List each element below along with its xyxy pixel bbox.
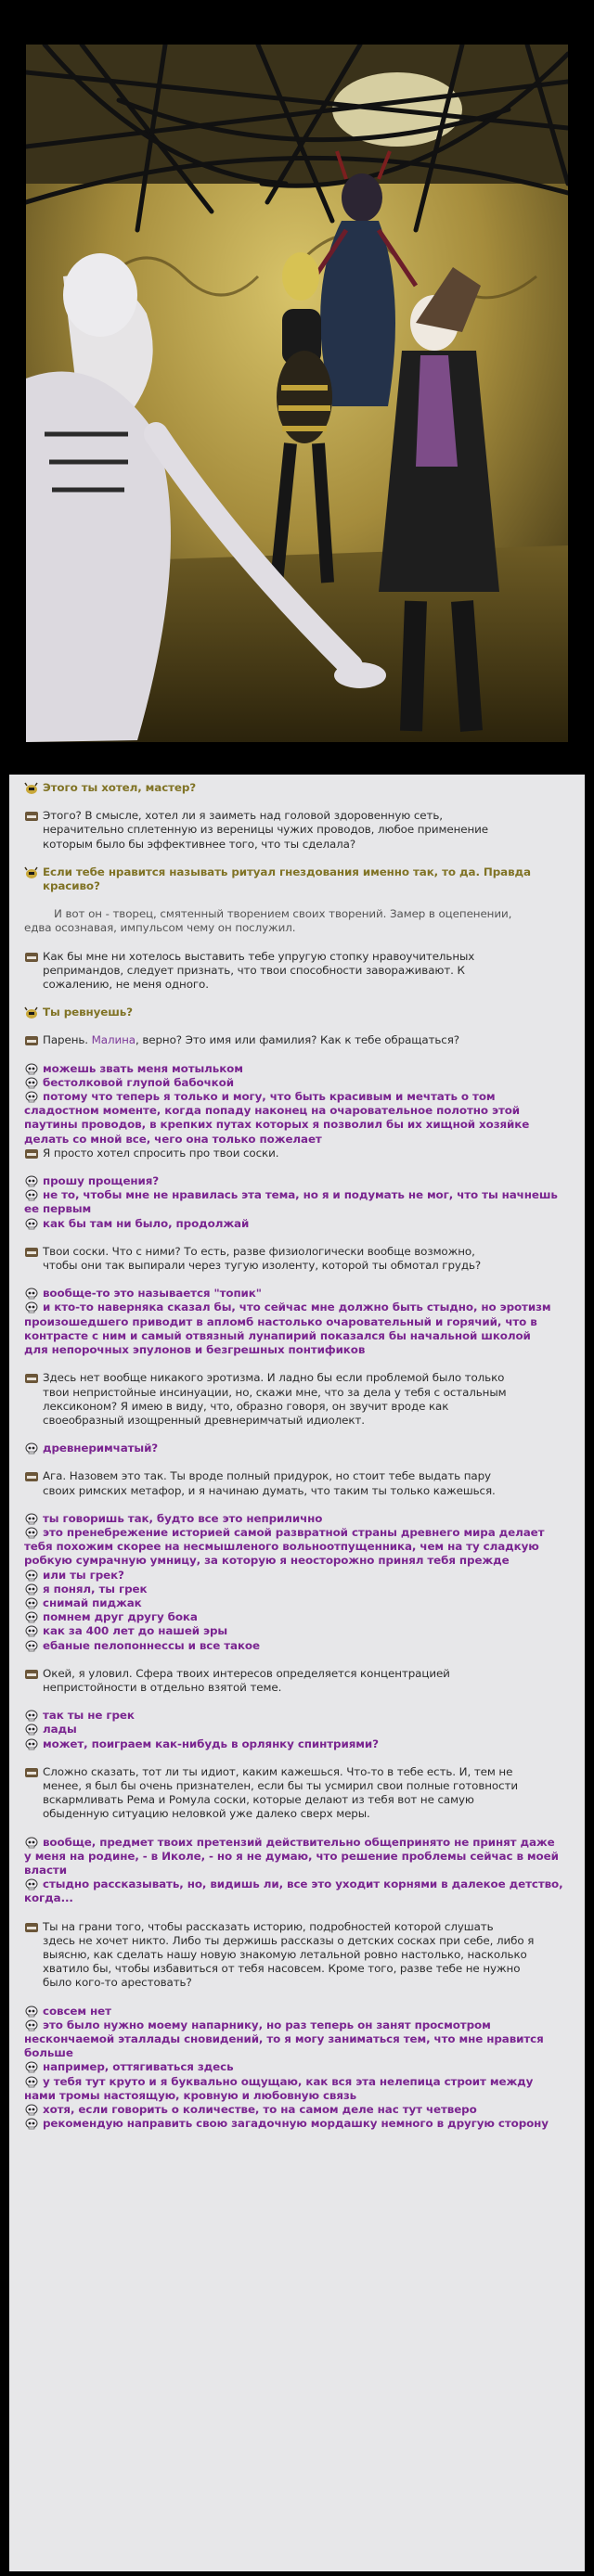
- log-line: репримандов, следует признать, что твои способности завораживают. К: [43, 963, 465, 977]
- boy-head-icon: [24, 810, 39, 822]
- boy-head-icon: [24, 1668, 39, 1680]
- log-line: это было нужно моему напарнику, но раз теперь он занят просмотром: [24, 2019, 572, 2032]
- log-line: вообще, предмет твоих претензий действительно общепринято не принят даже: [24, 1836, 572, 1850]
- boy-head-icon: [24, 1470, 39, 1482]
- log-line: для непорочных эпулонов и безгрешных понтификов: [24, 1343, 366, 1357]
- log-line: произошедшего приводит в апломб настолько очаровательный и горячий, что в: [24, 1314, 537, 1328]
- log-entry: [24, 1667, 572, 1695]
- skull-icon: [24, 1513, 39, 1525]
- log-entry: [24, 1442, 572, 1455]
- skull-icon: [24, 1175, 39, 1187]
- boy-head-icon: [24, 1372, 39, 1384]
- log-line: было кого-то арестовать?: [43, 1976, 192, 1990]
- log-line: которым было бы эффективнее того, что ты сделала?: [43, 837, 356, 851]
- skull-icon: [24, 1597, 39, 1609]
- log-line: своих римских метафор, и я начинаю думать, что таким ты только кажешься.: [43, 1483, 496, 1497]
- boy-head-icon: [24, 1766, 39, 1778]
- log-line: сожалению, не меня одного.: [43, 978, 209, 992]
- log-entry: [24, 781, 572, 795]
- skull-icon: [24, 1738, 39, 1750]
- log-line: у тебя тут круто и я буквально ощущаю, как вся эта нелепица строит между: [24, 2075, 572, 2089]
- skull-icon: [24, 1442, 39, 1455]
- log-line: совсем нет: [24, 2005, 572, 2019]
- ant-head-icon: [24, 782, 39, 794]
- log-line: менее, я был бы очень признателен, если бы ты усмирил свои полные готовности: [43, 1778, 518, 1792]
- log-entry: [24, 1033, 572, 1047]
- boy-head-icon: [24, 1246, 39, 1258]
- log-line: Этого? В смысле, хотел ли я заиметь над головой здоровенную сеть,: [24, 809, 572, 823]
- ant-head-icon: [24, 1006, 39, 1019]
- log-entry: [24, 1245, 572, 1273]
- log-line: как бы там ни было, продолжай: [24, 1217, 572, 1231]
- boy-head-icon: [24, 1034, 39, 1046]
- ant-head-icon: [24, 866, 39, 878]
- log-line: тебя похожим скорее на несмышленого вольноотпущенника, чем на ту сладкую: [24, 1540, 539, 1554]
- skull-icon: [24, 2061, 39, 2073]
- skull-icon: [24, 1878, 39, 1890]
- log-entry: [24, 1765, 572, 1822]
- log-line: Как бы мне ни хотелось выставить тебе упругую стопку нравоучительных: [24, 950, 572, 964]
- narration-line: И вот он - творец, смятенный творением своих творений. Замер в оцепенении,: [54, 907, 512, 921]
- skull-icon: [24, 1301, 39, 1314]
- log-line: у меня на родине, - в Иколе, - но я не думаю, что решение проблемы сейчас в моей: [24, 1849, 559, 1863]
- skull-icon: [24, 1640, 39, 1652]
- log-line: Сложно сказать, тот ли ты идиот, каким кажешься. Что-то в тебе есть. И, тем не: [24, 1765, 572, 1779]
- log-line: Парень. Малина, верно? Это имя или фамилия? Как к тебе обращаться?: [24, 1033, 572, 1047]
- log-line: я понял, ты грек: [24, 1583, 572, 1596]
- name-highlight: Малина: [91, 1033, 136, 1047]
- log-line: ебаные пелопоннессы и все такое: [24, 1639, 572, 1653]
- log-line: стыдно рассказывать, но, видишь ли, все это уходит корнями в далекое детство,: [24, 1878, 572, 1891]
- log-line: сладостном моменте, когда попаду наконец на очаровательное полотно этой: [24, 1104, 521, 1118]
- boy-head-icon: [24, 1147, 39, 1160]
- log-line: вскармливать Рема и Ромула соски, которые делают из тебя вот не самую: [43, 1793, 474, 1807]
- log-line: контрасте с ним и самый отвязный лунапирий показался бы начальной школой: [24, 1328, 531, 1342]
- log-line: и кто-то наверняка сказал бы, что сейчас мне должно быть стыдно, но эротизм: [24, 1301, 572, 1314]
- log-entry: [24, 1709, 572, 1751]
- narration-line: едва осознавая, импульсом чему он послужил.: [24, 921, 296, 935]
- log-line: снимай пиджак: [24, 1596, 572, 1610]
- log-line: помнем друг другу бока: [24, 1610, 572, 1624]
- skull-icon: [24, 2006, 39, 2018]
- log-line: Если тебе нравится называть ритуал гнездования именно так, то да. Правда: [24, 865, 572, 879]
- log-entry: [24, 1469, 572, 1497]
- log-line: хватило бы, чтобы избавиться от тебя насовсем. Кроме того, разве тебе не нужно: [43, 1962, 521, 1976]
- log-line: когда...: [24, 1891, 73, 1905]
- skull-icon: [24, 1091, 39, 1103]
- log-line: больше: [24, 2046, 73, 2060]
- log-line: например, оттягиваться здесь: [24, 2060, 572, 2074]
- skull-icon: [24, 1611, 39, 1623]
- log-line: вообще-то это называется "топик": [24, 1287, 572, 1301]
- log-line: чтобы они так выпирали через тугую изоленту, которой ты обмотал грудь?: [43, 1259, 482, 1273]
- boy-head-icon: [24, 1921, 39, 1933]
- log-line: нескончаемой эталлады сновидений, то я могу заниматься тем, что мне нравится: [24, 2032, 544, 2046]
- log-line: Твои соски. Что с ними? То есть, разве физиологически вообще возможно,: [24, 1245, 572, 1259]
- log-line: обыденную ситуацию неловкой уже далеко сверх меры.: [43, 1807, 370, 1821]
- log-line: делать со мной все, чего она только пожелает: [24, 1132, 322, 1146]
- log-entry: [24, 1174, 572, 1231]
- skull-icon: [24, 1710, 39, 1722]
- skull-icon: [24, 1583, 39, 1596]
- skull-icon: [24, 2076, 39, 2088]
- log-entry: [24, 2005, 572, 2132]
- log-entry: [24, 865, 572, 893]
- skull-icon: [24, 1625, 39, 1637]
- log-line: твои непристойные инсинуации, но, скажи мне, что за дела у тебя с остальным: [43, 1385, 507, 1399]
- log-line: нерачительно сплетенную из вереницы чужих проводов, любое применение: [43, 823, 488, 837]
- log-line: или ты грек?: [24, 1569, 572, 1583]
- log-line: как за 400 лет до нашей эры: [24, 1624, 572, 1638]
- log-line: хотя, если говорить о количестве, то на самом деле нас тут четверо: [24, 2103, 572, 2117]
- skull-icon: [24, 2019, 39, 2031]
- skull-icon: [24, 2118, 39, 2130]
- skull-icon: [24, 1218, 39, 1230]
- log-line: своеобразный изощренный древнеримчатый идиолект.: [43, 1413, 365, 1427]
- comic-panel: [0, 0, 594, 770]
- skull-icon: [24, 1527, 39, 1539]
- log-entry: [24, 1006, 572, 1019]
- log-line: Ты на грани того, чтобы рассказать историю, подробностей которой слушать: [24, 1920, 572, 1934]
- skull-icon: [24, 1063, 39, 1075]
- log-line: может, поиграем как-нибудь в орлянку спинтриями?: [24, 1737, 572, 1751]
- log-line: бестолковой глупой бабочкой: [24, 1076, 572, 1090]
- skull-icon: [24, 1077, 39, 1089]
- skull-icon: [24, 1189, 39, 1201]
- log-entry: [24, 1062, 572, 1160]
- log-line: ее первым: [24, 1202, 92, 1216]
- log-entry: [24, 1920, 572, 1991]
- log-line: не то, чтобы мне не нравилась эта тема, но я и подумать не мог, что ты начнешь: [24, 1188, 572, 1202]
- boy-head-icon: [24, 951, 39, 963]
- log-line: выясню, как сделать нашу новую знакомую летальной ровно настолько, насколько: [43, 1948, 527, 1961]
- log-line: Ага. Назовем это так. Ты вроде полный придурок, но стоит тебе выдать пару: [24, 1469, 572, 1483]
- log-line: Я просто хотел спросить про твои соски.: [24, 1147, 572, 1160]
- log-line: власти: [24, 1863, 67, 1877]
- comic-illustration: [26, 45, 568, 742]
- log-line: непристойности в отдельно взятой теме.: [43, 1680, 282, 1694]
- skull-icon: [24, 1288, 39, 1300]
- log-entry: [24, 950, 572, 993]
- log-entry: [24, 1512, 572, 1653]
- log-line: Здесь нет вообще никакого эротизма. И ладно бы если проблемой было только: [24, 1371, 572, 1385]
- skull-icon: [24, 1837, 39, 1849]
- chat-log: [9, 775, 585, 2571]
- log-line: нами тромы настоящую, кровную и любовную связь: [24, 2088, 357, 2102]
- log-line: здесь не хочет никто. Либо ты держишь рассказы о детских сосках при себе, либо я: [43, 1933, 535, 1947]
- log-line: это пренебрежение историей самой развратной страны древнего мира делает: [24, 1526, 572, 1540]
- log-line: рекомендую направить свою загадочную мордашку немного в другую сторону: [24, 2117, 572, 2131]
- log-line: Ты ревнуешь?: [24, 1006, 572, 1019]
- log-line: Окей, я уловил. Сфера твоих интересов определяется концентрацией: [24, 1667, 572, 1681]
- log-line: красиво?: [43, 879, 100, 893]
- log-line: можешь звать меня мотыльком: [24, 1062, 572, 1076]
- log-entry: [24, 1287, 572, 1357]
- log-line: лексиконом? Я имею в виду, что, образно говоря, он звучит вроде как: [43, 1399, 449, 1413]
- log-entry: [24, 1371, 572, 1428]
- skull-icon: [24, 2104, 39, 2116]
- log-entry: [24, 809, 572, 852]
- log-line: лады: [24, 1723, 572, 1737]
- skull-icon: [24, 1724, 39, 1736]
- log-line: так ты не грек: [24, 1709, 572, 1723]
- log-entry: [24, 1836, 572, 1906]
- log-line: прошу прощения?: [24, 1174, 572, 1188]
- log-line: древнеримчатый?: [24, 1442, 572, 1455]
- log-line: паутины проводов, в крепких путах которых я позволил бы их хищной хозяйке: [24, 1118, 530, 1132]
- log-line: ты говоришь так, будто все это неприлично: [24, 1512, 572, 1526]
- log-entry: [24, 907, 572, 935]
- log-line: робкую сумрачную умницу, за которую я неосторожно принял тебя прежде: [24, 1554, 510, 1568]
- log-line: Этого ты хотел, мастер?: [24, 781, 572, 795]
- skull-icon: [24, 1570, 39, 1582]
- log-line: потому что теперь я только и могу, что быть красивым и мечтать о том: [24, 1090, 572, 1104]
